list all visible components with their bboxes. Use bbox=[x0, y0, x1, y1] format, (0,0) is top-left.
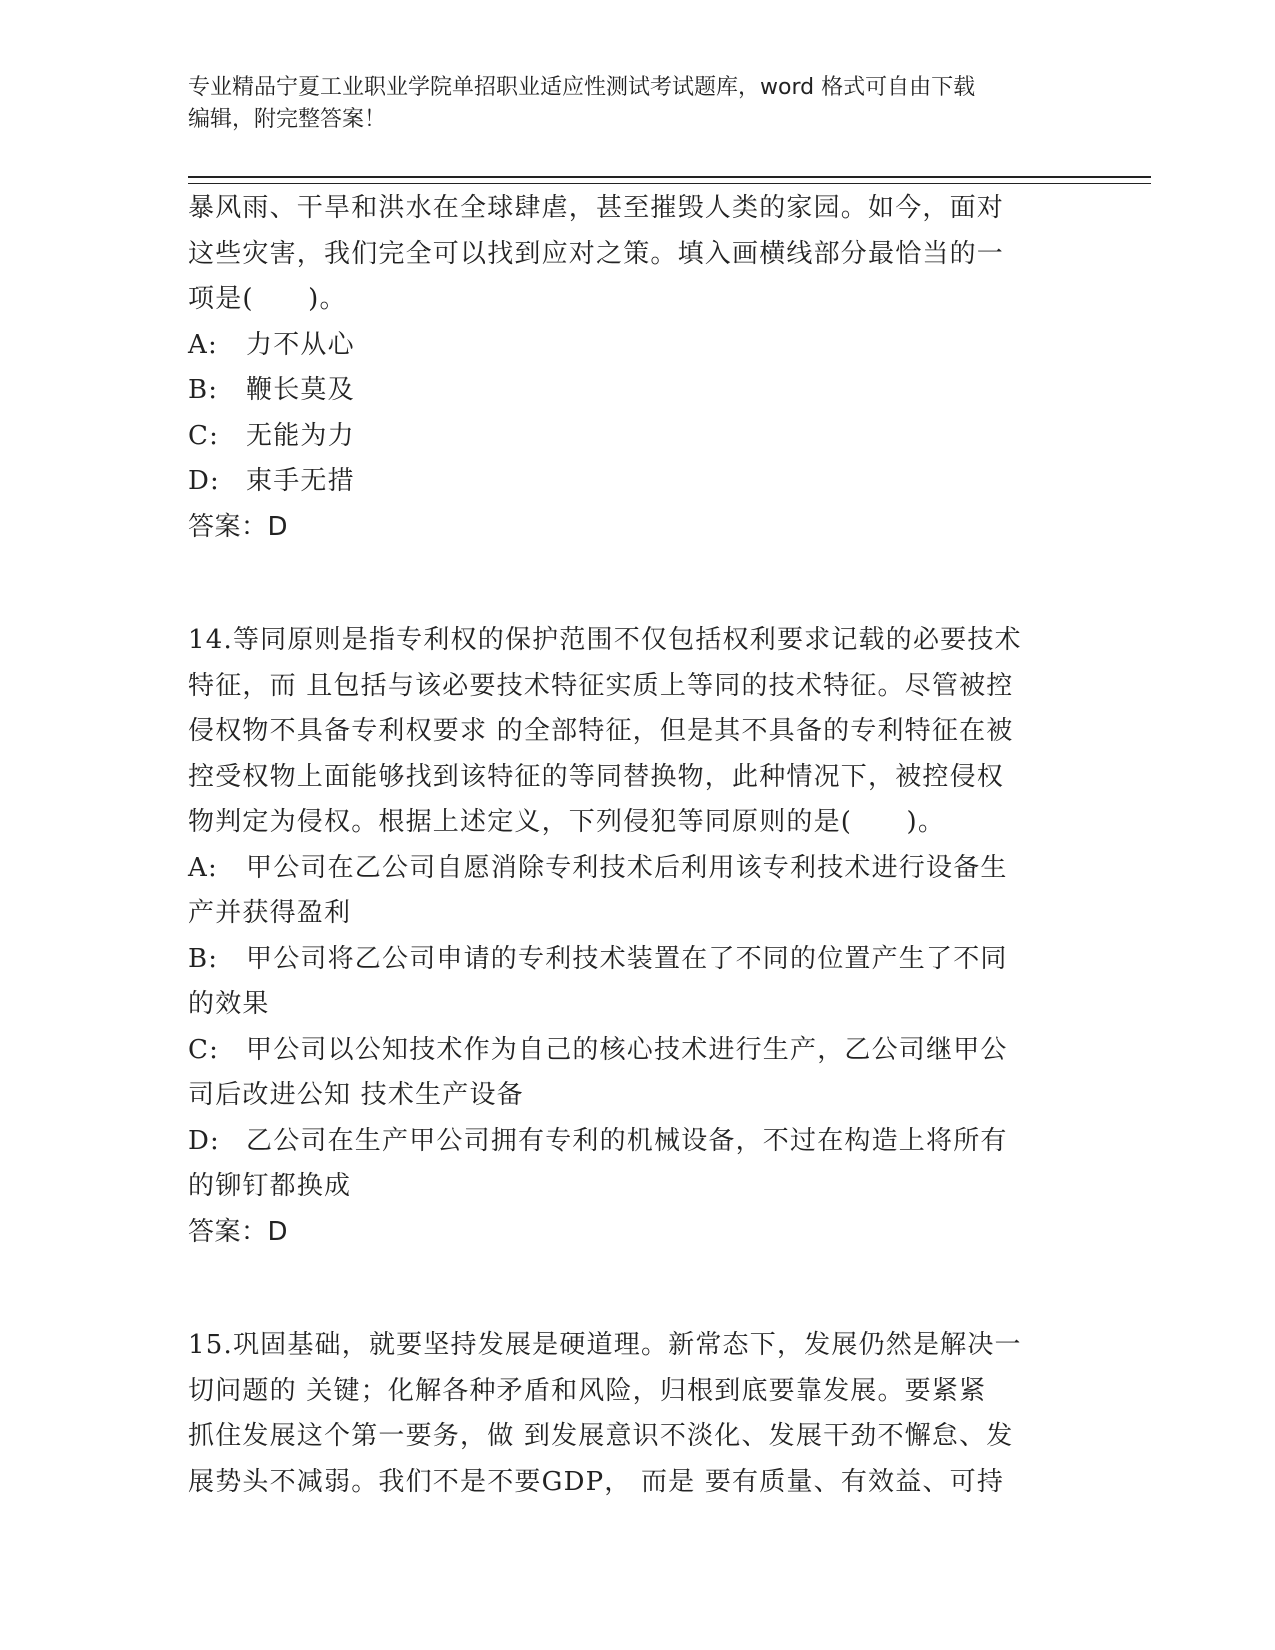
option-text: 束手无措 bbox=[246, 466, 355, 496]
option-d bbox=[188, 459, 1068, 505]
option-text: 乙公司在生产甲公司拥有专利的机械设备，不过在构造上将所有 bbox=[246, 1125, 1008, 1156]
header-rule-thin bbox=[188, 183, 1151, 184]
question-text-line: 控受权物上面能够找到该特征的等同替换物，此种情况下，被控侵权 bbox=[188, 761, 1005, 792]
option-text-continued: 产并获得盈利 bbox=[188, 898, 352, 928]
option-text: 甲公司以公知技术作为自己的核心技术进行生产，乙公司继甲公 bbox=[246, 1034, 1008, 1065]
header-rule-thick bbox=[188, 176, 1151, 178]
option-text-continued: 的铆钉都换成 bbox=[188, 1171, 352, 1201]
option-letter: A: bbox=[188, 852, 218, 883]
option-letter: D: bbox=[188, 1125, 221, 1156]
question-text-line: 抓住发展这个第一要务，做 到发展意识不淡化、发展干劲不懈怠、发 bbox=[188, 1421, 1014, 1451]
question-text-line: 14.等同原则是指专利权的保护范围不仅包括权利要求记载的必要技术 bbox=[188, 625, 1022, 655]
question-14 bbox=[188, 618, 1068, 1255]
option-text: 甲公司在乙公司自愿消除专利技术后利用该专利技术进行设备生 bbox=[246, 852, 1008, 883]
question-text-line: 展势头不减弱。我们不是不要GDP， 而是 要有质量、有效益、可持 bbox=[188, 1466, 1005, 1497]
answer-label: 答案：D bbox=[188, 1216, 289, 1247]
question-15 bbox=[188, 1323, 1068, 1505]
header-line-1: 专业精品宁夏工业职业学院单招职业适应性测试考试题库，word 格式可自由下载 bbox=[188, 75, 976, 100]
option-letter: D: bbox=[188, 466, 221, 496]
option-letter: B: bbox=[188, 943, 219, 974]
document-header bbox=[188, 72, 1068, 136]
section-gap bbox=[188, 1255, 1068, 1323]
option-b bbox=[188, 937, 1068, 1028]
question-text-line: 项是( )。 bbox=[188, 284, 347, 314]
question-text-line: 切问题的 关键；化解各种矛盾和风险，归根到底要靠发展。要紧紧 bbox=[188, 1375, 987, 1406]
option-d bbox=[188, 1119, 1068, 1210]
option-c bbox=[188, 414, 1068, 460]
option-a bbox=[188, 323, 1068, 369]
document-body bbox=[188, 186, 1068, 1505]
option-text: 无能为力 bbox=[246, 420, 355, 451]
option-text: 力不从心 bbox=[246, 329, 355, 360]
option-b bbox=[188, 368, 1068, 414]
question-text-line: 物判定为侵权。根据上述定义，下列侵犯等同原则的是( )。 bbox=[188, 807, 946, 837]
question-13 bbox=[188, 186, 1068, 550]
option-text: 甲公司将乙公司申请的专利技术装置在了不同的位置产生了不同 bbox=[246, 943, 1008, 974]
option-text-continued: 司后改进公知 技术生产设备 bbox=[188, 1080, 524, 1110]
question-text-line: 侵权物不具备专利权要求 的全部特征，但是其不具备的专利特征在被 bbox=[188, 716, 1014, 746]
question-text-line: 暴风雨、干旱和洪水在全球肆虐，甚至摧毁人类的家园。如今，面对 bbox=[188, 193, 1005, 223]
option-letter: B: bbox=[188, 375, 219, 405]
section-gap bbox=[188, 550, 1068, 618]
option-letter: C: bbox=[188, 420, 220, 451]
option-text: 鞭长莫及 bbox=[246, 375, 355, 405]
question-text-line: 特征，而 且包括与该必要技术特征实质上等同的技术特征。尽管被控 bbox=[188, 670, 1014, 701]
option-letter: C: bbox=[188, 1034, 220, 1065]
option-c bbox=[188, 1028, 1068, 1119]
question-text-line: 15.巩固基础，就要坚持发展是硬道理。新常态下，发展仍然是解决一 bbox=[188, 1330, 1022, 1360]
header-line-2: 编辑，附完整答案！ bbox=[188, 107, 387, 132]
option-letter: A: bbox=[188, 329, 218, 360]
answer-label: 答案：D bbox=[188, 511, 289, 542]
option-text-continued: 的效果 bbox=[188, 989, 270, 1019]
question-text-line: 这些灾害，我们完全可以找到应对之策。填入画横线部分最恰当的一 bbox=[188, 238, 1005, 269]
option-a bbox=[188, 846, 1068, 937]
